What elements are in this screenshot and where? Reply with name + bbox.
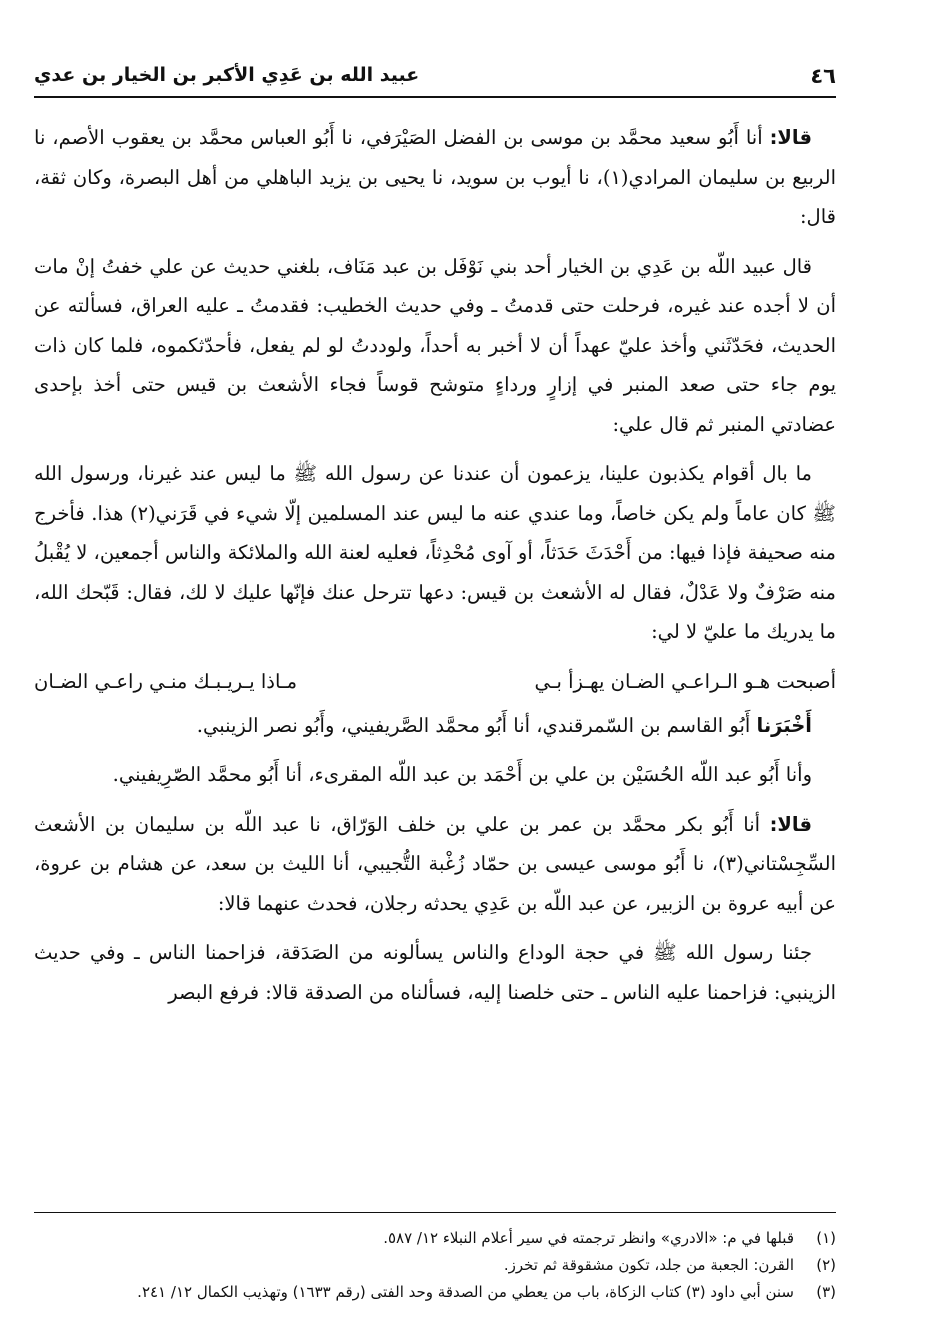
paragraph-text: أنا أَبُو بكر محمَّد بن عمر بن علي بن خلف الوَرّاق، نا عبد اللّه بن سليمان بن الأشعث السِّجِسْتاني(٣)، نا أَبُو موسى عيسى بن حمّاد زُغْبة التُّجيبي، أنا الليث بن سعد، عن هشام بن عروة، عن أبيه عروة بن الزبير، عن عبد اللّه بن عَدِي يحدثه رجلان، فحدث عنهما قالا: (34, 812, 836, 915)
footnote (34, 1279, 836, 1306)
paragraph (34, 933, 836, 1012)
poetry-verse (34, 662, 836, 702)
paragraph (34, 706, 836, 746)
paragraph (34, 805, 836, 924)
footnote-number: (١) (816, 1229, 836, 1247)
footnote (34, 1225, 836, 1252)
paragraph (34, 118, 836, 237)
paragraph-lead: قالا: (769, 812, 812, 836)
paragraph (34, 247, 836, 445)
page-header (34, 56, 836, 98)
footnote-number: (٣) (816, 1283, 836, 1301)
footnote-text: سنن أبي داود (٣) كتاب الزكاة، باب من يعطي من الصدقة وحد الفتى (رقم ١٦٣٣) وتهذيب الكمال ١٢/ ٢٤١. (137, 1283, 794, 1301)
paragraph-text: قال عبيد اللّه بن عَدِي بن الخيار أحد بني نَوْفَل بن عبد مَنَاف، بلغني حديث عن علي خفتُ إنْ مات أن لا أجده عند غيره، فرحلت حتى قدمتُ ـ وفي حديث الخطيب: فقدمتُ ـ عليه العراق، فسألته عن الحديث، فحَدّثَني وأخذ عليّ عهداً أن لا أخبر به أحداً، ولوددتُ لو لم يفعل، فأحدّثكموه، فلما كان ذات يوم جاء حتى صعد المنبر في إزارٍ ورداءٍ متوشح قوساً فجاء الأشعث بن قيس حتى أخذ بإحدى عضادتي المنبر ثم قال علي: (34, 254, 836, 436)
paragraph-lead: قالا: (769, 126, 812, 149)
paragraph-text: وأنا أَبُو عبد اللّه الحُسَيْن بن علي بن أَحْمَد بن عبد اللّه المقرىء، أنا أَبُو محمَّد الصّرِيفيني. (112, 763, 812, 786)
verse-first-hemistich: أصبحت هـو الـراعـي الضـان يهـزأ بـي (534, 669, 836, 693)
paragraph-text: أنا أَبُو سعيد محمَّد بن موسى بن الفضل الصَيْرَفي، نا أَبُو العباس محمَّد بن يعقوب الأصم، نا الربيع بن سليمان المرادي(١)، نا أيوب بن سويد، نا يحيى بن يزيد الباهلي من أهل البصرة، وكان ثقة، قال: (34, 126, 836, 228)
footnote (34, 1252, 836, 1279)
page-number: ٤٦ (810, 64, 836, 88)
paragraph-text: أَبُو القاسم بن السّمرقندي، أنا أَبُو محمَّد الصَّريفيني، وأَبُو نصر الزينبي. (196, 713, 757, 737)
paragraph-text: ما بال أقوام يكذبون علينا، يزعمون أن عندنا عن رسول الله ﷺ ما ليس عند غيرنا، ورسول الله ﷺ كان عاماً ولم يكن خاصاً، وما عندي عنه ما ليس عند المسلمين إلّا شيء في قَرَني(٢) هذا. فأخرج منه صحيفة فإذا فيها: من أَحْدَثَ حَدَثاً، أو آوى مُحْدِثاً، فعليه لعنة الله والملائكة والناس أجمعين، لا يُقْبلُ منه صَرْفٌ ولا عَدْلٌ، فقال له الأشعث بن قيس: دعها تترحل عنك فإنّها عليك لا لك، فقال: قَبّحك الله، ما يدريك ما عليّ لا لي: (34, 462, 836, 643)
paragraph-text: جئنا رسول الله ﷺ في حجة الوداع والناس يسألونه من الصَدَقة، فزاحمنا الناس ـ وفي حديث الزينبي: فزاحمنا عليه الناس ـ حتى خلصنا إليه، فسألناه من الصدقة قالا: فرفع البصر (34, 941, 836, 1004)
paragraph (34, 454, 836, 652)
verse-second-hemistich: مـاذا يـريـبـك منـي راعـي الضـان (34, 669, 298, 693)
paragraph-lead: أَخْبَرَنا (756, 713, 812, 737)
book-page (34, 56, 836, 1306)
footnote-text: قبلها في م: «الادري» وانظر ترجمته في سير أعلام النبلاء ١٢/ ٥٨٧. (383, 1229, 794, 1247)
paragraph (34, 755, 836, 795)
main-text (34, 118, 836, 1022)
footnote-text: القرن: الجعبة من جلد، تكون مشقوقة ثم تخرز. (503, 1256, 794, 1274)
running-title: عبيد الله بن عَدِي الأكبر بن الخيار بن عدي (34, 64, 420, 86)
footnotes (34, 1212, 836, 1306)
footnote-number: (٢) (816, 1256, 836, 1274)
